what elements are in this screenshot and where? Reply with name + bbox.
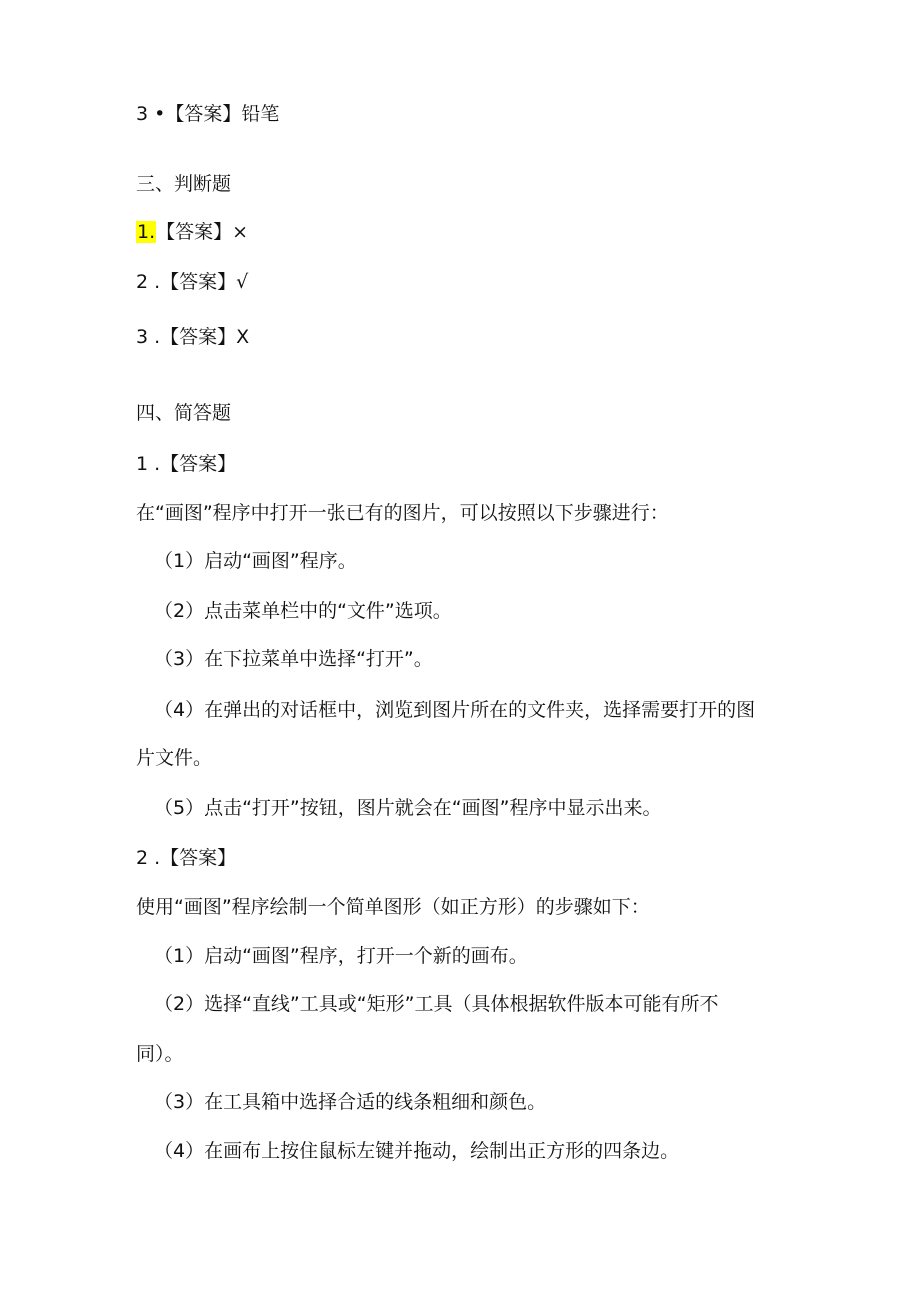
short-answer-2-step-2: （2）选择“直线”工具或“矩形”工具（具体根据软件版本可能有所不 <box>154 993 719 1015</box>
short-answer-1-step-3: （3）在下拉菜单中选择“打开”。 <box>154 648 433 670</box>
short-answer-2-step-2-cont: 同）。 <box>136 1043 184 1065</box>
judgment-answer-1-text: 【答案】× <box>156 221 249 243</box>
short-answer-2-label: 2 .【答案】 <box>136 847 237 869</box>
section-heading-judgment: 三、判断题 <box>136 173 232 195</box>
judgment-answer-3: 3 .【答案】X <box>136 326 250 348</box>
short-answer-2-intro: 使用“画图”程序绘制一个简单图形（如正方形）的步骤如下： <box>136 896 650 918</box>
judgment-answer-2: 2 .【答案】√ <box>136 271 249 293</box>
short-answer-1-intro: 在“画图”程序中打开一张已有的图片，可以按照以下步骤进行： <box>136 502 669 524</box>
short-answer-1-step-1: （1）启动“画图”程序。 <box>154 550 357 572</box>
short-answer-1-label: 1 .【答案】 <box>136 453 237 475</box>
short-answer-2-step-3: （3）在工具箱中选择合适的线条粗细和颜色。 <box>154 1091 547 1113</box>
short-answer-1-step-5: （5）点击“打开”按钮，图片就会在“画图”程序中显示出来。 <box>154 797 662 819</box>
short-answer-1-step-4: （4）在弹出的对话框中，浏览到图片所在的文件夹，选择需要打开的图 <box>154 699 756 721</box>
section-heading-short-answer: 四、简答题 <box>136 402 232 424</box>
judgment-answer-1 <box>136 219 248 245</box>
short-answer-2-step-4: （4）在画布上按住鼠标左键并拖动，绘制出正方形的四条边。 <box>154 1140 680 1162</box>
short-answer-1-step-2: （2）点击菜单栏中的“文件”选项。 <box>154 600 452 622</box>
fill-answer-3: 3 •【答案】铅笔 <box>136 103 280 125</box>
short-answer-1-step-4-cont: 片文件。 <box>136 747 213 769</box>
short-answer-2-step-1: （1）启动“画图”程序，打开一个新的画布。 <box>154 945 528 967</box>
highlighted-number: 1. <box>137 221 156 243</box>
